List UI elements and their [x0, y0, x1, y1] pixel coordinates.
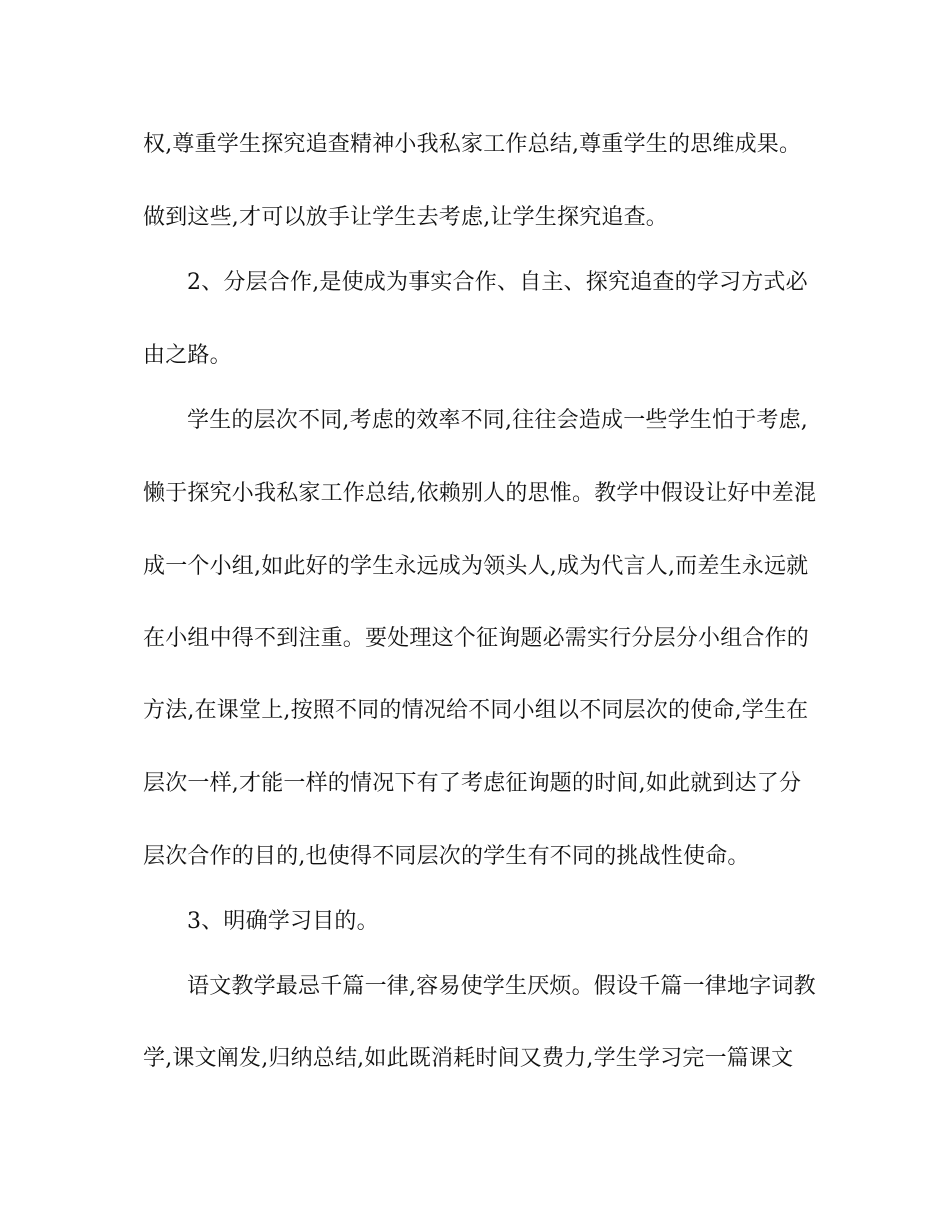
text-line: 2、分层合作,是使成为事实合作、自主、探究追查的学习方式必 — [187, 270, 808, 295]
text-line: 语文教学最忌千篇一律,容易使学生厌烦。假设千篇一律地字词教 — [187, 974, 816, 999]
text-line: 在小组中得不到注重。要处理这个征询题必需实行分层分小组合作的 — [143, 626, 810, 651]
text-line: 方法,在课堂上,按照不同的情况给不同小组以不同层次的使命,学生在 — [143, 698, 809, 723]
text-line: 学,课文阐发,归纳总结,如此既消耗时间又费力,学生学习完一篇课文 — [143, 1046, 794, 1071]
text-line: 3、明确学习目的。 — [187, 909, 379, 934]
text-line: 由之路。 — [143, 343, 232, 368]
text-line: 层次合作的目的,也使得不同层次的学生有不同的挑战性使命。 — [143, 844, 750, 869]
text-line: 成一个小组,如此好的学生永远成为领头人,成为代言人,而差生永远就 — [143, 554, 809, 579]
text-line: 权,尊重学生探究追查精神小我私家工作总结,尊重学生的思维成果。 — [143, 132, 802, 157]
text-line: 学生的层次不同,考虑的效率不同,往往会造成一些学生怕于考虑, — [187, 408, 808, 433]
text-line: 做到这些,才可以放手让学生去考虑,让学生探究追查。 — [143, 205, 668, 230]
text-line: 层次一样,才能一样的情况下有了考虑征询题的时间,如此就到达了分 — [143, 771, 802, 796]
text-line: 懒于探究小我私家工作总结,依赖别人的思惟。教学中假设让好中差混 — [143, 481, 817, 506]
